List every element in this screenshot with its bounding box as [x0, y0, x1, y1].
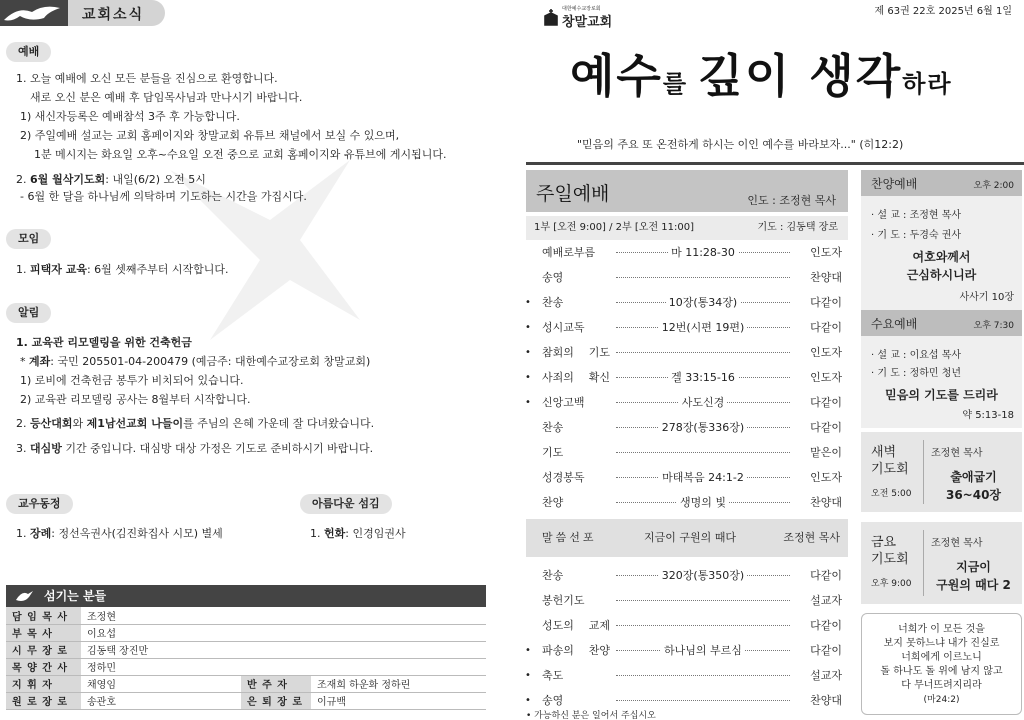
order-item-detail: 278장(통336장)	[659, 421, 747, 434]
order-item	[526, 638, 848, 663]
staff-role: 은 퇴 장 로	[241, 692, 311, 709]
order-item	[526, 663, 848, 688]
order-item-detail: 마태복음 24:1-2	[659, 471, 747, 484]
order-item-detail: 사도신경	[679, 396, 728, 409]
order-item-detail: 10장(통34장)	[666, 296, 740, 309]
order-item	[526, 465, 848, 490]
order-item	[526, 613, 848, 638]
order-item-role: 인도자	[810, 471, 842, 484]
order-item-name: 기도	[542, 446, 564, 459]
order-item-name: 봉헌기도	[542, 594, 585, 607]
staff-names: 조재희 하운화 정하린	[311, 675, 486, 692]
order-item-name: 축도	[542, 669, 564, 682]
staff-role: 담 임 목 사	[6, 607, 81, 624]
order-item	[526, 563, 848, 588]
issue-info: 제 63권 22호 2025년 6월 1일	[874, 6, 1012, 17]
dotted-leader	[616, 700, 790, 701]
dotted-leader	[616, 452, 790, 453]
staff-title: 섬기는 분들	[44, 589, 107, 603]
worship-line-1: 1. 오늘 예배에 오신 모든 분들을 진심으로 환영합니다.	[16, 72, 278, 85]
order-item-name: 성도의 교제	[542, 619, 610, 632]
sunday-times: 1부 [오전 9:00] / 2부 [오전 11:00] 기도 : 김동택 장로	[526, 216, 848, 240]
staff-names: 이요섭	[81, 624, 241, 641]
staff-row	[6, 641, 486, 658]
notice-item-2: 2. 등산대회와 제1남선교회 나들이를 주님의 은혜 가운데 잘 다녀왔습니다.	[16, 417, 375, 430]
right-page	[512, 0, 1024, 720]
members-item-1: 1. 장례: 정선옥권사(김진화집사 시모) 별세	[16, 527, 223, 540]
order-item-name: 참회의 기도	[542, 346, 610, 359]
order-item	[526, 490, 848, 515]
staff-header	[6, 585, 486, 607]
staff-names: 채영임	[81, 675, 241, 692]
staff-row	[6, 692, 486, 709]
staff-row	[6, 675, 486, 692]
news-header	[0, 0, 165, 26]
notice-account: * 계좌: 국민 205501-04-200479 (예금주: 대한예수교장로회 창말교회)	[20, 355, 371, 368]
worship-line-2: 새로 오신 분은 예배 후 담임목사님과 만나시기 바랍니다.	[30, 91, 303, 104]
order-item-name: 찬송	[542, 421, 564, 434]
praise-title: 찬양예배	[871, 177, 918, 191]
stand-marker: •	[525, 372, 531, 383]
notice-item-1: 1. 교육관 리모델링을 위한 건축헌금	[16, 336, 192, 349]
order-item-detail: 320장(통350장)	[659, 569, 747, 582]
section-label-notice: 알림	[6, 303, 51, 323]
order-item-role: 맡은이	[810, 446, 842, 459]
order-item-role: 인도자	[810, 371, 842, 384]
beautiful-item-1: 1. 헌화: 인경임권사	[310, 527, 406, 540]
section-label-worship: 예배	[6, 42, 51, 62]
staff-names: 김동택 장진만	[81, 641, 241, 658]
order-item-detail: 마 11:28-30	[668, 246, 738, 259]
notice-item-3: 3. 대심방 기간 중입니다. 대심방 대상 가정은 기도로 준비하시기 바랍니다.	[16, 442, 374, 455]
order-item-role: 다같이	[810, 421, 842, 434]
order-item	[526, 440, 848, 465]
order-list-2	[526, 563, 848, 713]
logo-name: 창말교회	[562, 15, 613, 30]
news-title: 교회소식	[82, 7, 145, 23]
sunday-service	[526, 170, 848, 713]
order-item-detail: 겔 33:15-16	[668, 371, 738, 384]
dotted-leader	[616, 600, 790, 601]
order-item	[526, 588, 848, 613]
scripture-quote: 너희가 이 모든 것을 보지 못하느냐 내가 진실로 너희에게 이르노니 돌 하나도 돌 위에 남지 않고 다 무너뜨려지리라 (마24:2)	[861, 613, 1022, 715]
theme-verse: "믿음의 주요 또 온전하게 하시는 이인 예수를 바라보자..." (히12:2)	[577, 138, 904, 151]
church-icon	[542, 8, 560, 26]
order-item-role: 찬양대	[810, 496, 842, 509]
order-item-name: 성시교독	[542, 321, 585, 334]
order-item-name: 송영	[542, 694, 564, 707]
bulletin-title: 예수를 깊이 생각하라	[570, 49, 953, 103]
order-item	[526, 290, 848, 315]
staff-row	[6, 658, 486, 675]
order-item-role: 설교자	[810, 594, 842, 607]
friday-prayer: 금요 기도회 오후 9:00 조정현 목사 지금이 구원의 때다 2	[861, 522, 1022, 604]
order-item-role: 설교자	[810, 669, 842, 682]
order-item-name: 사죄의 확신	[542, 371, 610, 384]
notice-sub-1: 1) 로비에 건축헌금 봉투가 비치되어 있습니다.	[20, 374, 244, 387]
sunday-title: 주일예배	[536, 183, 610, 205]
section-label-beautiful: 아름다운 섬김	[300, 494, 392, 514]
order-item-detail: 생명의 빛	[677, 496, 729, 509]
section-label-members: 교우동정	[6, 494, 73, 514]
worship-line-4: 2) 주일예배 설교는 교회 홈페이지와 창말교회 유튜브 채널에서 보실 수 있으며,	[20, 129, 400, 142]
stand-marker: •	[525, 297, 531, 308]
staff-names: 송관호	[81, 692, 241, 709]
stand-marker: •	[525, 347, 531, 358]
section-label-meeting: 모임	[6, 229, 51, 249]
order-item-name: 찬송	[542, 296, 564, 309]
order-item-detail: 하나님의 부르심	[661, 644, 745, 657]
dawn-prayer: 새벽 기도회 오전 5:00 조정현 목사 출애굽기 36~40장	[861, 432, 1022, 512]
order-item	[526, 415, 848, 440]
order-item	[526, 340, 848, 365]
order-item-role: 다같이	[810, 569, 842, 582]
wednesday-service: 수요예배 오후 7:30 · 설 교 : 이요섭 목사 · 기 도 : 정하민 청년 믿음의 기도를 드리라 약 5:13-18	[861, 310, 1022, 428]
order-item-name: 송영	[542, 271, 564, 284]
staff-role: 부 목 사	[6, 624, 81, 641]
dotted-leader	[616, 625, 790, 626]
praise-service: 찬양예배 오후 2:00 · 설 교 : 조정현 목사 · 기 도 : 두경숙 권사 여호와께서 근심하시니라 사사기 10장	[861, 170, 1022, 320]
staff-table	[6, 585, 486, 710]
logo-subtitle: 대한예수교장로회	[562, 6, 601, 12]
order-item-role: 찬양대	[810, 271, 842, 284]
order-item-name: 찬양	[542, 496, 564, 509]
dove-icon	[14, 588, 34, 604]
sermon-title: 지금이 구원의 때다	[644, 531, 737, 544]
order-item-name: 성경봉독	[542, 471, 585, 484]
stand-marker: •	[525, 670, 531, 681]
meeting-item-1: 1. 피택자 교육: 6월 셋째주부터 시작합니다.	[16, 263, 229, 276]
order-list-1	[526, 240, 848, 515]
order-item-role: 다같이	[810, 296, 842, 309]
dove-logo-mark-icon	[0, 0, 70, 26]
staff-row	[6, 624, 486, 641]
staff-names: 정하민	[81, 658, 241, 675]
wednesday-title: 수요예배	[871, 317, 918, 331]
order-item	[526, 390, 848, 415]
staff-role: 시 무 장 로	[6, 641, 81, 658]
stand-marker: •	[525, 322, 531, 333]
staff-role: 목 양 간 사	[6, 658, 81, 675]
staff-role: 원 로 장 로	[6, 692, 81, 709]
order-item-name: 파송의 찬양	[542, 644, 610, 657]
stand-marker: •	[525, 645, 531, 656]
staff-names: 조정현	[81, 607, 241, 624]
divider	[526, 162, 1024, 165]
dotted-leader	[616, 352, 790, 353]
order-item-role: 인도자	[810, 246, 842, 259]
order-item-role: 다같이	[810, 644, 842, 657]
staff-role: 반 주 자	[241, 675, 311, 692]
footnote: • 가능하신 분은 일어서 주십시오	[526, 711, 656, 720]
order-item-role: 찬양대	[810, 694, 842, 707]
order-item	[526, 240, 848, 265]
worship-line-5: 1분 메시지는 화요일 오후~수요일 오전 중으로 교회 홈페이지와 유튜브에 게시됩니다.	[34, 148, 447, 161]
staff-row	[6, 607, 486, 624]
staff-names: 이규백	[311, 692, 486, 709]
order-item	[526, 265, 848, 290]
order-item-name: 신앙고백	[542, 396, 585, 409]
worship-item-2-sub: - 6월 한 달을 하나님께 의탁하며 기도하는 시간을 가집시다.	[20, 190, 307, 203]
sunday-leader: 인도 : 조정현 목사	[747, 194, 836, 207]
order-item-name: 찬송	[542, 569, 564, 582]
dotted-leader	[616, 277, 790, 278]
sunday-header	[526, 170, 848, 212]
staff-role: 지 휘 자	[6, 675, 81, 692]
notice-sub-2: 2) 교육관 리모델링 공사는 8월부터 시작합니다.	[20, 393, 251, 406]
dotted-leader	[616, 675, 790, 676]
worship-line-3: 1) 새신자등록은 예배참석 3주 후 가능합니다.	[20, 110, 240, 123]
stand-marker: •	[525, 695, 531, 706]
order-item-name: 예배로부름	[542, 246, 596, 259]
order-item-role: 다같이	[810, 321, 842, 334]
order-item	[526, 315, 848, 340]
order-item-role: 인도자	[810, 346, 842, 359]
worship-item-2: 2. 6월 월삭기도회: 내일(6/2) 오전 5시	[16, 173, 206, 186]
sermon-preacher: 조정현 목사	[783, 531, 840, 544]
order-item-role: 다같이	[810, 619, 842, 632]
order-item-role: 다같이	[810, 396, 842, 409]
stand-marker: •	[525, 397, 531, 408]
order-item	[526, 365, 848, 390]
sermon-row: 말씀선포 지금이 구원의 때다 조정현 목사	[526, 519, 848, 557]
order-item-detail: 12번(시편 19편)	[659, 321, 748, 334]
